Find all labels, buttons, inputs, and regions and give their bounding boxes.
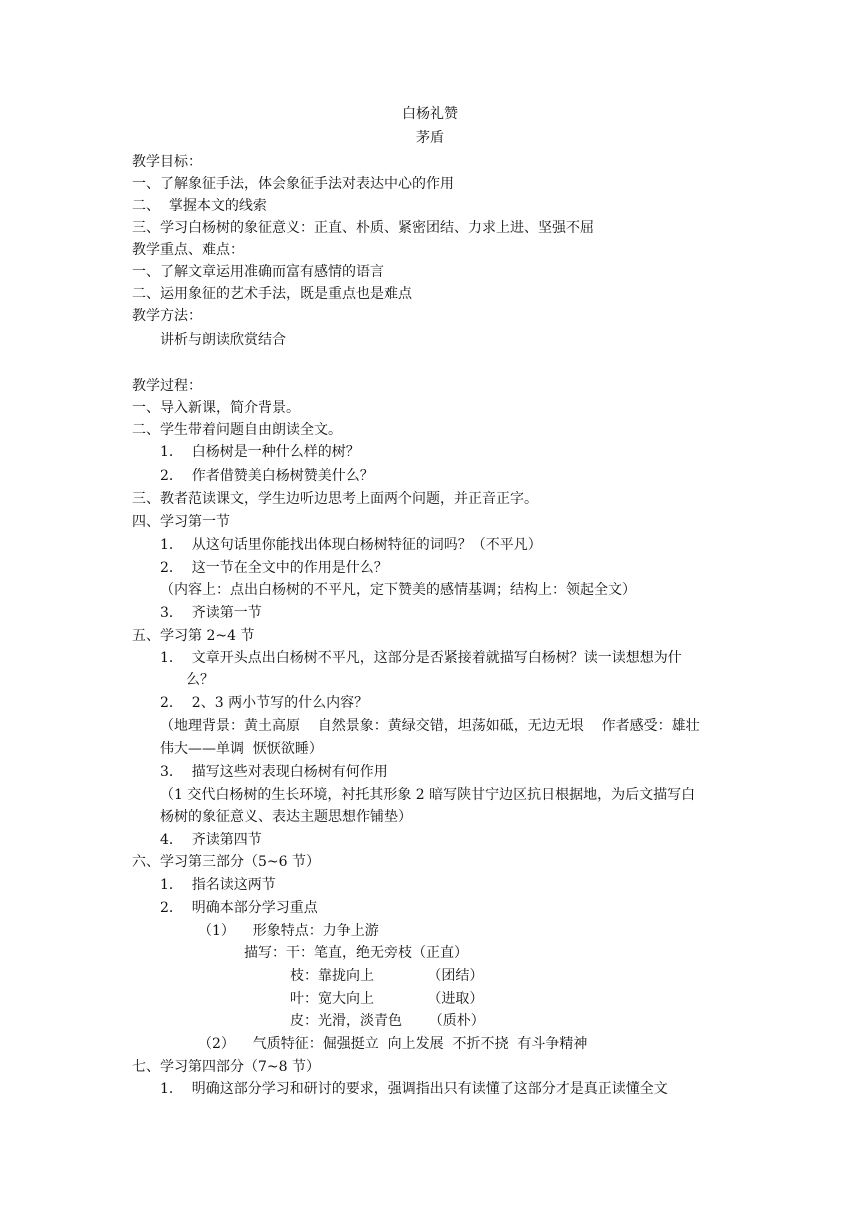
text-line: 3． 齐读第一节	[160, 605, 262, 621]
doc-title: 白杨礼赞	[402, 106, 458, 122]
text-line: 一、了解文章运用准确而富有感情的语言	[132, 264, 384, 280]
text-line: （地理背景：黄土高原 自然景象：黄绿交错，坦荡如砥，无边无垠 作者感受：雄壮	[160, 718, 700, 734]
text-line: 3． 描写这些对表现白杨树有何作用	[160, 764, 388, 780]
text-line: 叶：宽大向上 （进取）	[290, 991, 484, 1007]
text-line: 一、了解象征手法，体会象征手法对表达中心的作用	[132, 176, 454, 192]
text-line: 1． 指名读这两节	[160, 877, 276, 893]
text-line: 2． 这一节在全文中的作用是什么？	[160, 560, 388, 576]
text-line: 2． 明确本部分学习重点	[160, 900, 318, 916]
text-line: 4． 齐读第四节	[160, 832, 262, 848]
text-line: 1． 文章开头点出白杨树不平凡，这部分是否紧接着就描写白杨树？读一读想想为什	[160, 650, 682, 666]
doc-author: 茅盾	[416, 130, 444, 146]
text-line: （1 交代白杨树的生长环境，衬托其形象 2 暗写陕甘宁边区抗日根据地，为后文描写白	[160, 787, 696, 803]
text-line: 描写：干：笔直，绝无旁枝（正直）	[244, 945, 468, 961]
text-line: 一、导入新课，简介背景。	[132, 400, 300, 416]
text-line: 二、运用象征的艺术手法，既是重点也是难点	[132, 286, 412, 302]
text-line: 教学目标：	[132, 154, 202, 170]
text-line: 1． 明确这部分学习和研讨的要求，强调指出只有读懂了这部分才是真正读懂全文	[160, 1081, 668, 1097]
text-line: （1） 形象特点：力争上游	[198, 923, 379, 939]
text-line: 四、学习第一节	[132, 514, 230, 530]
text-line: 枝：靠拢向上 （团结）	[290, 968, 484, 984]
text-line: 1． 白杨树是一种什么样的树？	[160, 444, 360, 460]
text-line: （2） 气质特征：倔强挺立 向上发展 不折不挠 有斗争精神	[198, 1036, 588, 1052]
text-line: 三、学习白杨树的象征意义：正直、朴质、紧密团结、力求上进、坚强不屈	[132, 220, 594, 236]
text-line: 二、学生带着问题自由朗读全文。	[132, 422, 342, 438]
text-line: 2． 2、3 两小节写的什么内容？	[160, 695, 369, 711]
text-line: 七、学习第四部分（7~8 节）	[132, 1059, 320, 1075]
text-line: 教学过程：	[132, 378, 202, 394]
text-line: 2． 作者借赞美白杨树赞美什么？	[160, 468, 374, 484]
text-line: 么？	[186, 672, 214, 688]
text-line: 教学方法：	[132, 308, 202, 324]
text-line: 杨树的象征意义、表达主题思想作铺垫）	[160, 809, 412, 825]
text-line: 皮：光滑，淡青色 （质朴）	[290, 1013, 485, 1029]
text-line: （内容上：点出白杨树的不平凡，定下赞美的感情基调；结构上：领起全文）	[160, 582, 636, 598]
text-line: 三、教者范读课文，学生边听边思考上面两个问题，并正音正字。	[132, 491, 538, 507]
text-line: 伟大——单调 恹恹欲睡）	[160, 741, 323, 757]
text-line: 六、学习第三部分（5~6 节）	[132, 854, 320, 870]
text-line: 二、 掌握本文的线索	[132, 198, 267, 214]
text-line: 讲析与朗读欣赏结合	[160, 332, 286, 348]
text-line: 教学重点、难点：	[132, 242, 244, 258]
text-line: 1． 从这句话里你能找出体现白杨树特征的词吗？（不平凡）	[160, 537, 542, 553]
text-line: 五、学习第 2~4 节	[132, 628, 255, 644]
